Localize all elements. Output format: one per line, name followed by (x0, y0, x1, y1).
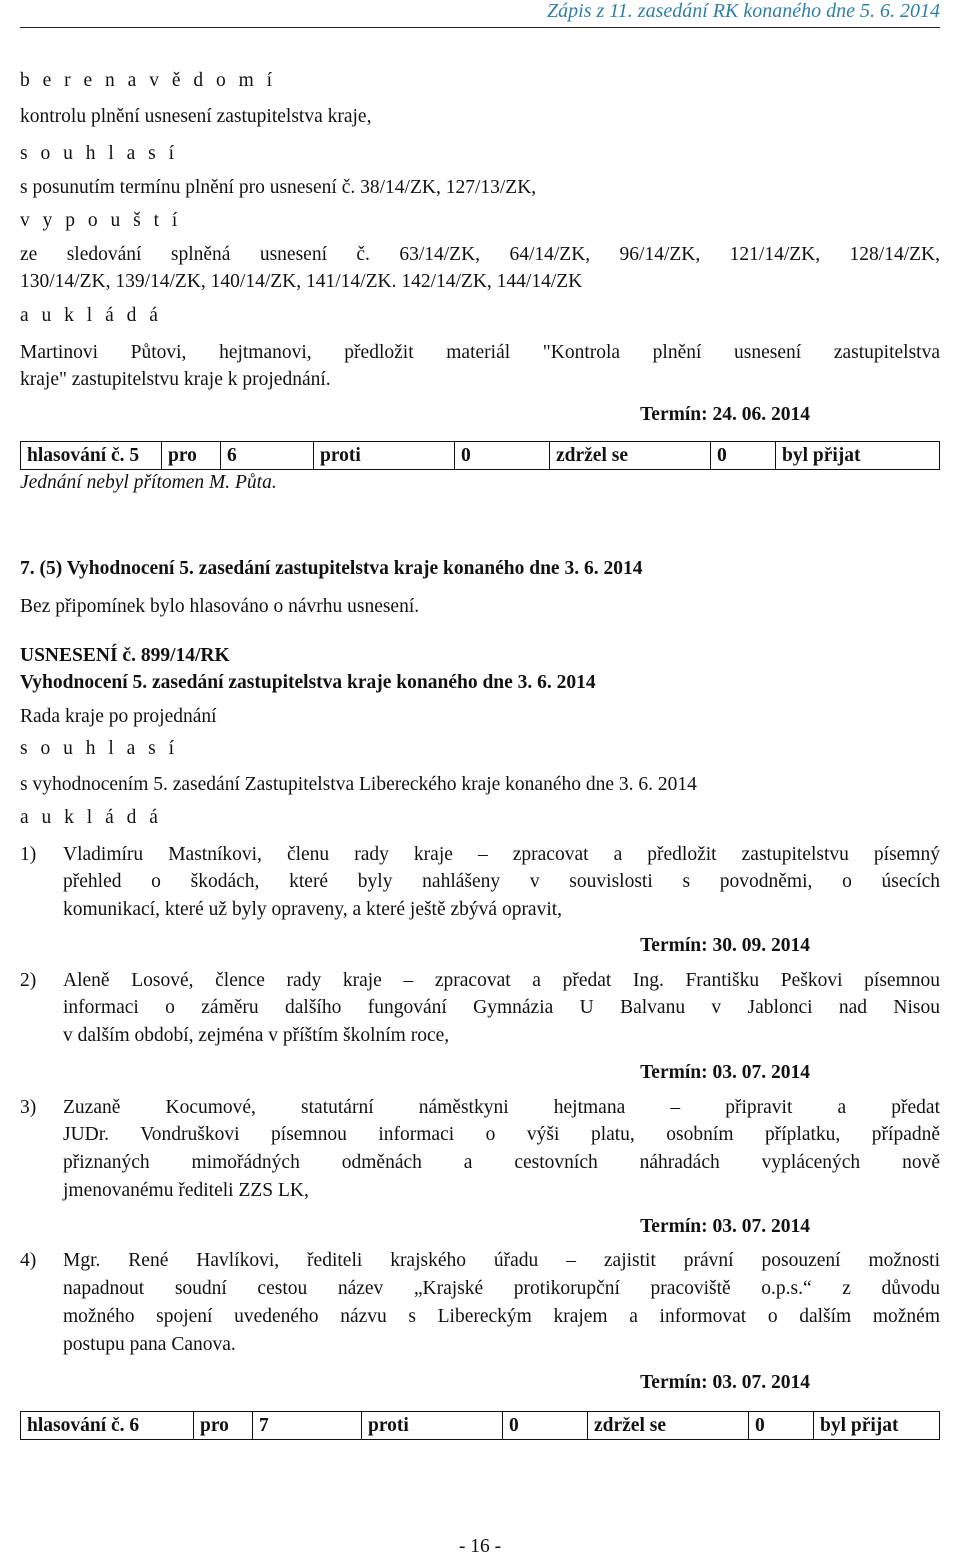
item-number: 1) (20, 844, 37, 865)
vote-row (21, 1412, 940, 1440)
vote-proti-count: 0 (455, 442, 550, 470)
item-number: 2) (20, 970, 37, 991)
item-line: komunikací, které už byly opraveny, a které ještě zbývá opravit, (63, 899, 563, 920)
vote-proti-label: proti (314, 442, 455, 470)
text-line: kontrolu plnění usnesení zastupitelstva kraje, (20, 106, 372, 127)
termin-label: Termín: 03. 07. 2014 (640, 1372, 810, 1393)
agenda-heading: 7. (5) Vyhodnocení 5. zasedání zastupitelstva kraje konaného dne 3. 6. 2014 (20, 558, 643, 579)
vote-zdrzel-count: 0 (749, 1412, 814, 1440)
item-line: informaci o záměru dalšího fungování Gymnázia U Balvanu v Jablonci nad Nisou (63, 997, 940, 1018)
vote-result: byl přijat (814, 1412, 940, 1440)
text-line: ze sledování splněná usnesení č. 63/14/ZK, 64/14/ZK, 96/14/ZK, 121/14/ZK, 128/14/ZK, (20, 244, 940, 265)
bere-na-vedomi-keyword: b e r e n a v ě d o m í (20, 70, 277, 91)
item-line: v dalším období, zejména v příštím školním roce, (63, 1025, 450, 1046)
item-line: přehled o škodách, které byly nahlášeny v souvislosti s povodněmi, o úsecích (63, 871, 940, 892)
item-line: možného spojení uvedeného názvu s Libereckým krajem a informovat o dalším možném (63, 1306, 940, 1327)
absence-note: Jednání nebyl přítomen M. Půta. (20, 472, 277, 493)
item-line: Aleně Losové, člence rady kraje – zpracovat a předat Ing. Františku Peškovi písemnou (63, 970, 940, 991)
vote-table (20, 1411, 940, 1440)
souhlasi-keyword: s o u h l a s í (20, 143, 179, 164)
uklada-keyword: a u k l á d á (20, 305, 162, 326)
vote-proti-label: proti (362, 1412, 503, 1440)
text-line: kraje" zastupitelstvu kraje k projednání. (20, 369, 331, 390)
vote-pro-count: 6 (221, 442, 314, 470)
item-line: přiznaných mimořádných odměnách a cestovních náhradách vyplácených nově (63, 1152, 940, 1173)
vote-label: hlasování č. 6 (21, 1412, 194, 1440)
item-number: 3) (20, 1097, 37, 1118)
item-line: postupu pana Canova. (63, 1334, 236, 1355)
item-line: Mgr. René Havlíkovi, řediteli krajského úřadu – zajistit právní posouzení možnosti (63, 1250, 940, 1271)
text-line: Bez připomínek bylo hlasováno o návrhu usnesení. (20, 596, 420, 617)
text-line: Martinovi Půtovi, hejtmanovi, předložit materiál "Kontrola plnění usnesení zastupitelstva (20, 342, 940, 363)
vote-proti-count: 0 (503, 1412, 588, 1440)
vote-pro-label: pro (162, 442, 221, 470)
text-line: s vyhodnocením 5. zasedání Zastupitelstva Libereckého kraje konaného dne 3. 6. 2014 (20, 774, 697, 795)
uklada-keyword: a u k l á d á (20, 807, 162, 828)
item-line: napadnout soudní cestou název „Krajské protikorupční pracoviště o.p.s.“ z důvodu (63, 1278, 940, 1299)
item-number: 4) (20, 1250, 37, 1271)
header-rule (20, 27, 940, 28)
item-line: Vladimíru Mastníkovi, členu rady kraje – zpracovat a předložit zastupitelstvu písemný (63, 844, 940, 865)
item-line: JUDr. Vondruškovi písemnou informaci o výši platu, osobním příplatku, případně (63, 1124, 940, 1145)
termin-label: Termín: 03. 07. 2014 (640, 1062, 810, 1083)
text-line: s posunutím termínu plnění pro usnesení č. 38/14/ZK, 127/13/ZK, (20, 177, 537, 198)
vypousti-keyword: v y p o u š t í (20, 210, 182, 231)
text-line: Rada kraje po projednání (20, 706, 217, 727)
usneseni-title: Vyhodnocení 5. zasedání zastupitelstva kraje konaného dne 3. 6. 2014 (20, 672, 596, 693)
page-header: Zápis z 11. zasedání RK konaného dne 5. 6. 2014 (547, 0, 940, 22)
usneseni-number: USNESENÍ č. 899/14/RK (20, 645, 230, 666)
vote-result: byl přijat (776, 442, 940, 470)
termin-label: Termín: 24. 06. 2014 (640, 404, 810, 425)
vote-zdrzel-label: zdržel se (550, 442, 711, 470)
text-line: 130/14/ZK, 139/14/ZK, 140/14/ZK, 141/14/ZK. 142/14/ZK, 144/14/ZK (20, 271, 583, 292)
vote-row (21, 442, 940, 470)
vote-zdrzel-label: zdržel se (588, 1412, 749, 1440)
vote-label: hlasování č. 5 (21, 442, 162, 470)
item-line: jmenovanému řediteli ZZS LK, (63, 1180, 309, 1201)
souhlasi-keyword: s o u h l a s í (20, 738, 179, 759)
termin-label: Termín: 03. 07. 2014 (640, 1216, 810, 1237)
vote-table (20, 441, 940, 470)
vote-pro-count: 7 (253, 1412, 362, 1440)
item-line: Zuzaně Kocumové, statutární náměstkyni hejtmana – připravit a předat (63, 1097, 940, 1118)
vote-pro-label: pro (194, 1412, 253, 1440)
page-number: - 16 - (458, 1536, 502, 1557)
termin-label: Termín: 30. 09. 2014 (640, 935, 810, 956)
vote-zdrzel-count: 0 (711, 442, 776, 470)
